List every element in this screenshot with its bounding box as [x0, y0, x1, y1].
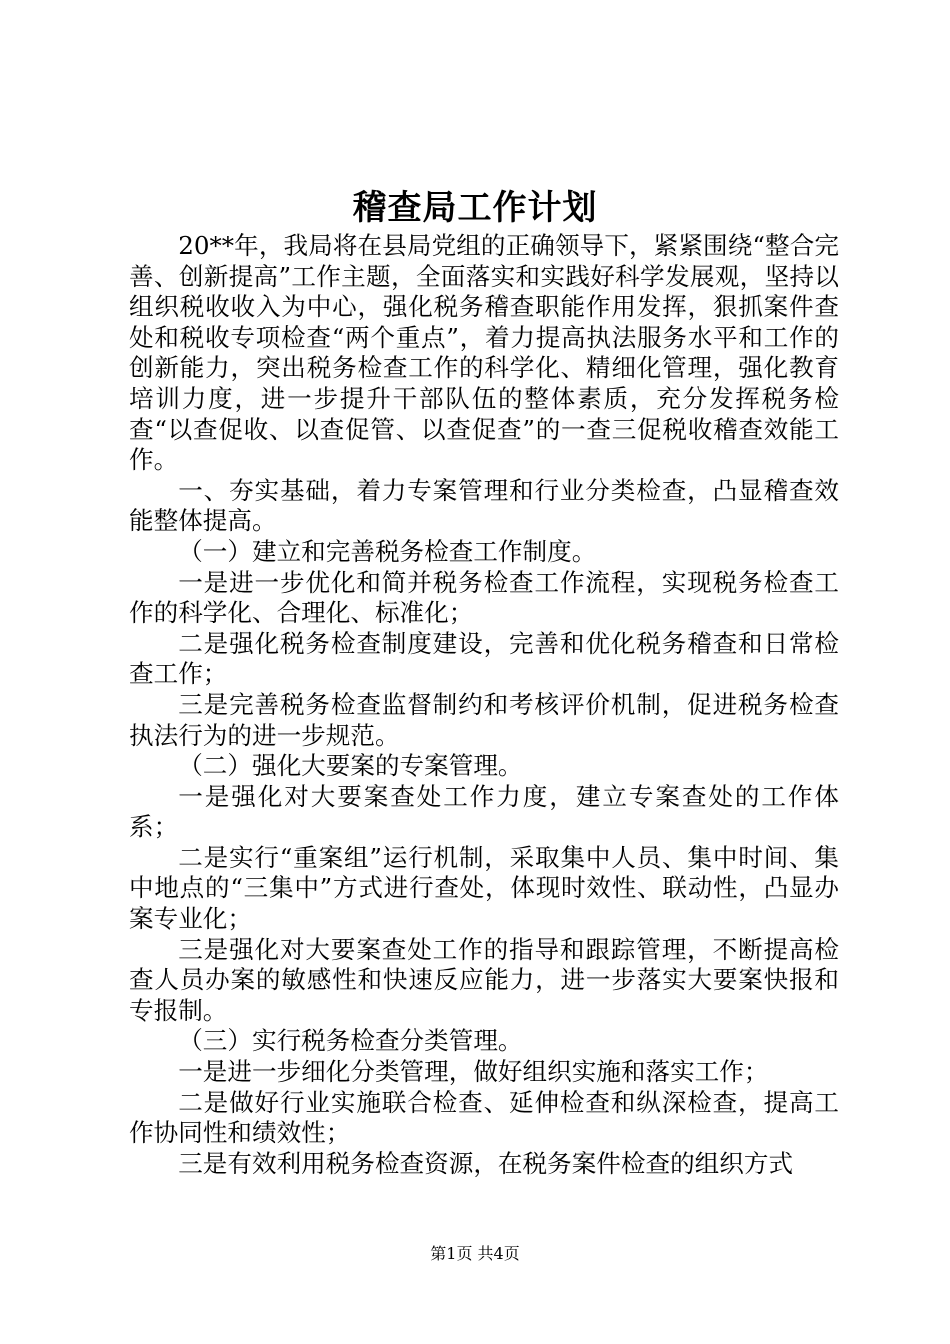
paragraph: 二是强化税务检查制度建设，完善和优化税务稽查和日常检查工作； — [129, 628, 839, 689]
paragraph: 一、夯实基础，着力专案管理和行业分类检查，凸显稽查效能整体提高。 — [129, 475, 839, 536]
paragraph: 20**年，我局将在县局党组的正确领导下，紧紧围绕“整合完善、创新提高”工作主题，全面落实和实践好科学发展观，坚持以组织税收收入为中心，强化税务稽查职能作用发挥，狠抓案件查处和税收专项检查“两个重点”，着力提高执法服务水平和工作的创新能力，突出税务检查工作的科学化、精细化管理，强化教育培训力度，进一步提升干部队伍的整体素质，充分发挥税务检查“以查促收、以查促管、以查促查”的一查三促税收稽查效能工作。 — [129, 231, 839, 475]
document-body — [129, 231, 839, 1179]
paragraph: 三是完善税务检查监督制约和考核评价机制，促进税务检查执法行为的进一步规范。 — [129, 689, 839, 750]
paragraph: 二是做好行业实施联合检查、延伸检查和纵深检查，提高工作协同性和绩效性； — [129, 1087, 839, 1148]
page-number-footer: 第1页 共4页 — [430, 1244, 520, 1263]
paragraph: 一是进一步细化分类管理，做好组织实施和落实工作； — [178, 1057, 769, 1087]
paragraph: 一是进一步优化和简并税务检查工作流程，实现税务检查工作的科学化、合理化、标准化； — [129, 567, 839, 628]
paragraph: （二）强化大要案的专案管理。 — [178, 751, 523, 781]
paragraph: 三是有效利用税务检查资源，在税务案件检查的组织方式 — [178, 1148, 794, 1178]
paragraph: （三）实行税务检查分类管理。 — [178, 1026, 523, 1056]
paragraph: （一）建立和完善税务检查工作制度。 — [178, 536, 597, 566]
document-title: 稽查局工作计划 — [352, 188, 598, 228]
paragraph: 三是强化对大要案查处工作的指导和跟踪管理，不断提高检查人员办案的敏感性和快速反应能力，进一步落实大要案快报和专报制。 — [129, 934, 839, 1025]
paragraph: 二是实行“重案组”运行机制，采取集中人员、集中时间、集中地点的“三集中”方式进行查处，体现时效性、联动性，凸显办案专业化； — [129, 842, 839, 934]
paragraph: 一是强化对大要案查处工作力度，建立专案查处的工作体系； — [129, 781, 839, 842]
